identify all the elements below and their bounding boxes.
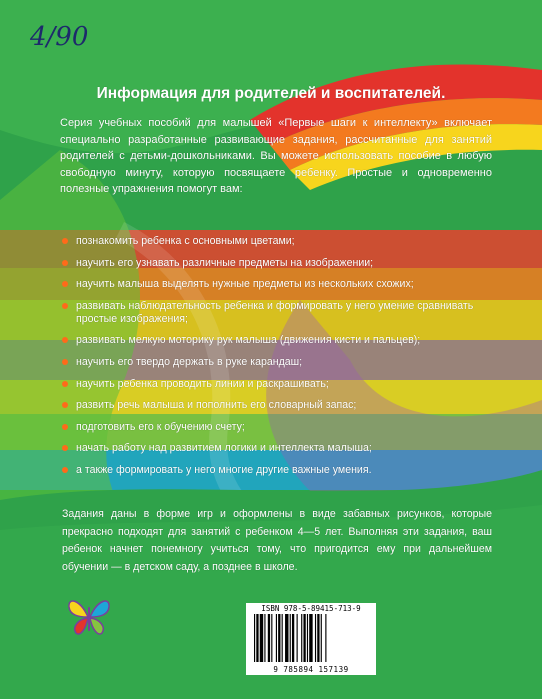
info-title: Информация для родителей и воспитателей. (96, 85, 446, 102)
outro-paragraph: Задания даны в форме игр и оформлены в виде забавных рисунков, которые прекрасно подходят для занятий с ребенком 4—5 лет. Выполняя эти задания, ваш ребенок начнет понемногу учиться тому, что пригодится ему при дальнейшем обучении — в детском саду, а позднее в школе. (62, 508, 492, 573)
list-item: познакомить ребенка с основными цветами; (62, 235, 502, 248)
list-item: подготовить его к обучению счету; (62, 421, 502, 434)
list-item: научить ребенка проводить линии и раскрашивать; (62, 378, 502, 391)
list-item: начать работу над развитием логики и интеллекта малыша; (62, 442, 502, 455)
list-item: научить его твердо держать в руке карандаш; (62, 356, 502, 369)
handwritten-note: 4/90 (30, 22, 89, 52)
barcode-icon (254, 614, 368, 662)
isbn-label: ISBN 978-5-89415-713-9 (261, 604, 361, 613)
butterfly-logo-icon (66, 595, 112, 637)
list-item: научить малыша выделять нужные предметы из нескольких схожих; (62, 278, 502, 291)
list-item: научить его узнавать различные предметы на изображении; (62, 257, 502, 270)
barcode-digits: 9 785894 157139 (273, 665, 349, 674)
skills-list (62, 235, 502, 486)
barcode (246, 603, 376, 675)
list-item: а также формировать у него многие другие важные умения. (62, 464, 502, 477)
list-item: развивать мелкую моторику рук малыша (движения кисти и пальцев); (62, 334, 502, 347)
intro-paragraph: Серия учебных пособий для малышей «Первые шаги к интеллекту» включает специально разработанные развивающие задания, рассчитанные для занятий родителей с детьми-дошкольниками. Вы можете использовать пособие в любую свободную минуту, которую посвящаете ребенку. Простые и одновременно полезные упражнения помогут вам: (60, 117, 492, 195)
list-item: развивать наблюдательность ребенка и формировать у него умение сравнивать простые изображения; (62, 300, 502, 326)
list-item: развить речь малыша и пополнить его словарный запас; (62, 399, 502, 412)
